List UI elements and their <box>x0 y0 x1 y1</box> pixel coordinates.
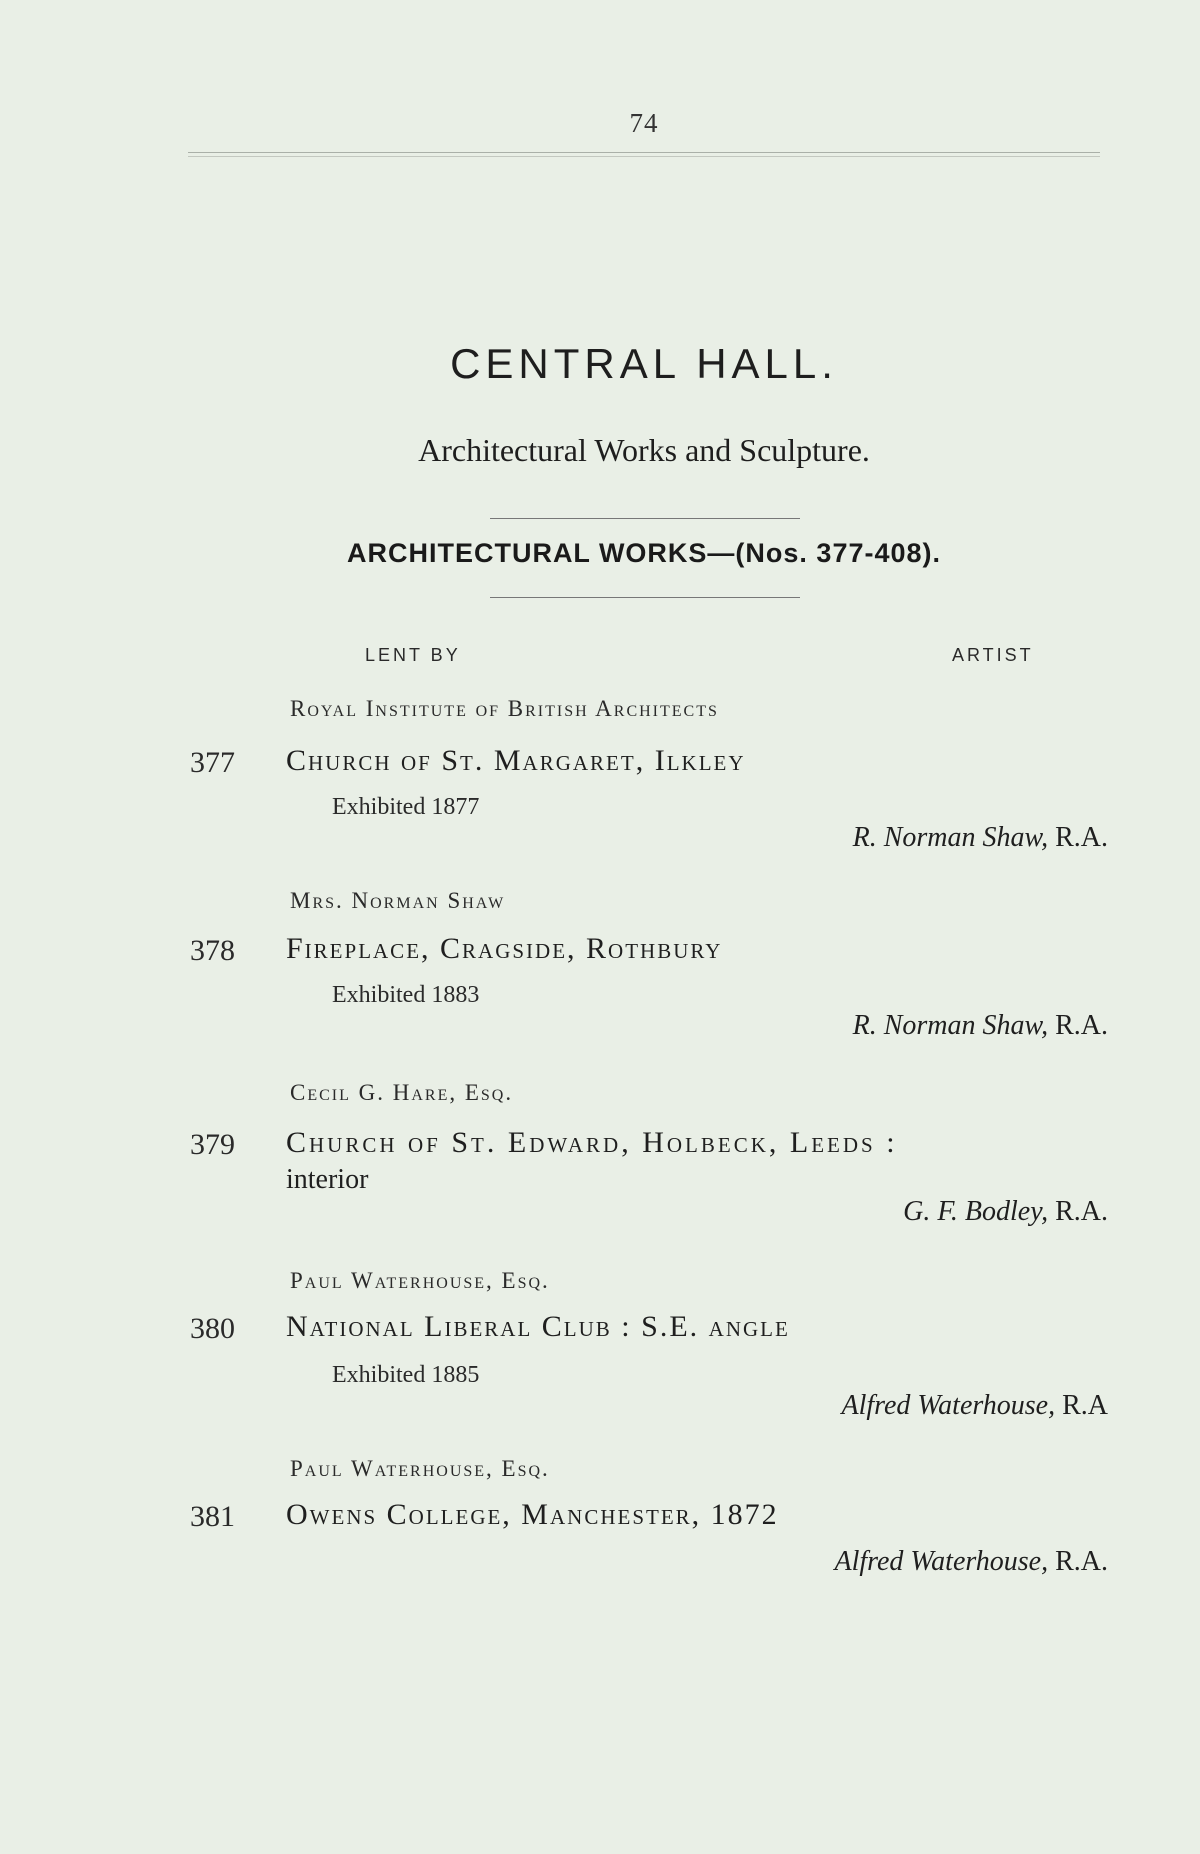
lender-name: Paul Waterhouse, Esq. <box>290 1456 550 1481</box>
page-number: 74 <box>629 108 659 138</box>
artist-name: Alfred Waterhouse, <box>834 1546 1049 1577</box>
divider-rule <box>490 597 800 598</box>
artist-credit <box>853 1010 1108 1042</box>
artist-credit <box>841 1390 1108 1422</box>
artist-name: R. Norman Shaw, <box>852 1010 1049 1041</box>
artist-credit <box>834 1546 1108 1578</box>
entry-number: 381 <box>190 1500 235 1533</box>
artist-name: R. Norman Shaw, <box>852 822 1049 853</box>
hall-title: CENTRAL HALL. <box>450 340 838 387</box>
header-rule <box>188 152 1100 157</box>
artist-suffix: R.A <box>1062 1390 1108 1421</box>
lender-name: Mrs. Norman Shaw <box>290 888 506 913</box>
entry-title: Church of St. Edward, Holbeck, Leeds : <box>286 1126 898 1159</box>
entry-number: 380 <box>190 1312 235 1345</box>
exhibited-note: Exhibited 1885 <box>332 1362 480 1388</box>
exhibited-note: Exhibited 1877 <box>332 794 480 820</box>
artist-credit <box>903 1196 1108 1228</box>
entry-title: Fireplace, Cragside, Rothbury <box>286 932 723 965</box>
artist-suffix: R.A. <box>1055 822 1108 853</box>
section-heading: ARCHITECTURAL WORKS—(Nos. 377-408). <box>346 538 942 568</box>
entry-title-continuation: interior <box>286 1164 369 1195</box>
divider-rule <box>490 518 800 519</box>
exhibited-note: Exhibited 1883 <box>332 982 480 1008</box>
entry-number: 379 <box>190 1128 235 1161</box>
lender-name: Paul Waterhouse, Esq. <box>290 1268 550 1293</box>
column-header-lent-by: LENT BY <box>365 645 461 665</box>
artist-suffix: R.A. <box>1055 1196 1108 1227</box>
artist-name: G. F. Bodley, <box>903 1196 1049 1227</box>
entry-title: Owens College, Manchester, 1872 <box>286 1498 779 1531</box>
entry-number: 378 <box>190 934 235 967</box>
entry-title: Church of St. Margaret, Ilkley <box>286 744 746 777</box>
column-header-artist: ARTIST <box>952 645 1034 665</box>
artist-suffix: R.A. <box>1055 1010 1108 1041</box>
artist-name: Alfred Waterhouse, <box>841 1390 1056 1421</box>
lender-name: Royal Institute of British Architects <box>290 696 719 721</box>
entry-number: 377 <box>190 746 235 779</box>
section-subtitle: Architectural Works and Sculpture. <box>418 432 870 468</box>
entry-title: National Liberal Club : S.E. angle <box>286 1310 790 1343</box>
lender-name: Cecil G. Hare, Esq. <box>290 1080 514 1105</box>
artist-credit <box>853 822 1108 854</box>
artist-suffix: R.A. <box>1055 1546 1108 1577</box>
